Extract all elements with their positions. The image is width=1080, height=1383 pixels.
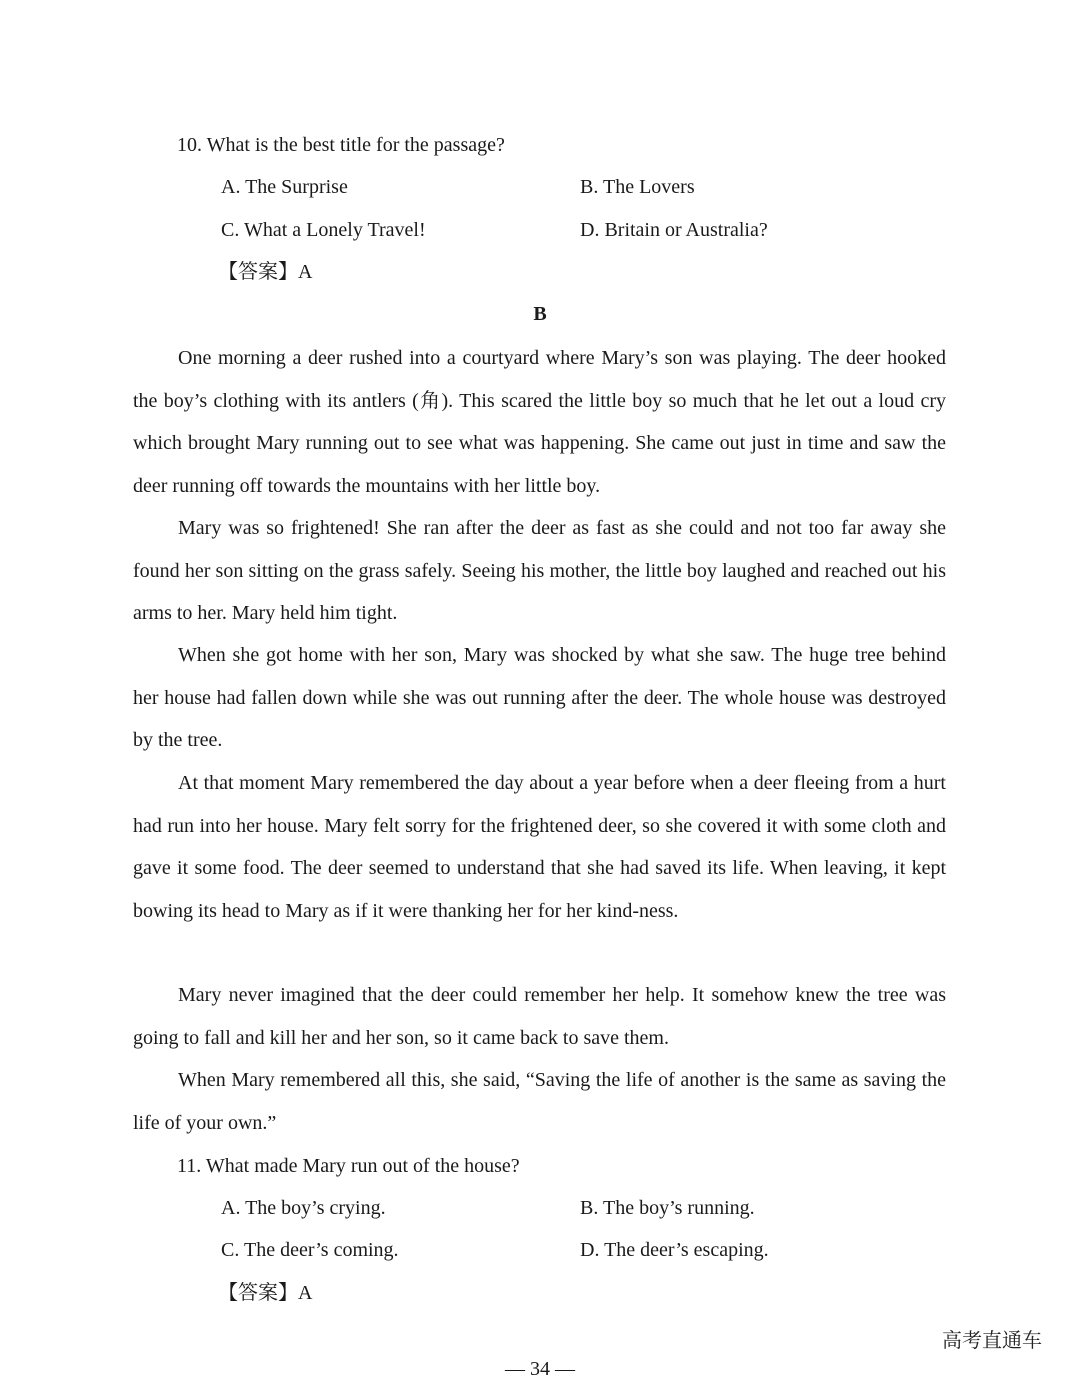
q11-option-d: D. The deer’s escaping. [580,1239,769,1261]
page-number: — 34 — [505,1358,575,1380]
q11-answer: 【答案】A [218,1282,313,1304]
q11-option-c: C. The deer’s coming. [221,1239,399,1261]
q10-option-b: B. The Lovers [580,176,695,198]
section-title: B [533,303,547,325]
q10-option-d: D. Britain or Australia? [580,219,768,241]
q11-option-b: B. The boy’s running. [580,1197,755,1219]
passage-paragraph-3: When she got home with her son, Mary was shocked by what she saw. The huge tree behind her house had fallen down while she was out running after the deer. The whole house was destroyed by the tree. [133,644,946,752]
question-11: 11. What made Mary run out of the house? [177,1155,520,1177]
passage-paragraph-6: When Mary remembered all this, she said, “Saving the life of another is the same as saving the life of your own.” [133,1069,946,1134]
q11-option-a: A. The boy’s crying. [221,1197,386,1219]
passage-paragraph-4: At that moment Mary remembered the day about a year before when a deer fleeing from a hurt had run into her house. Mary felt sorry for the frightened deer, so she covered it with some cloth and gave it some food. The deer seemed to understand that she had saved its life. When leaving, it kept bowing its head to Mary as if it were thanking her for her kind-ness. [133,772,946,922]
passage-paragraph-1: One morning a deer rushed into a courtyard where Mary’s son was playing. The deer hooked the boy’s clothing with its antlers (角). This scared the little boy so much that he let out a loud cry which brought Mary running out to see what was happening. She came out just in time and saw the deer running off towards the mountains with her little boy. [133,347,946,497]
passage-paragraph-5: Mary never imagined that the deer could remember her help. It somehow knew the tree was going to fall and kill her and her son, so it came back to save them. [133,984,946,1049]
q10-option-c: C. What a Lonely Travel! [221,219,426,241]
watermark-text: 高考直通车 [942,1328,1042,1352]
passage-paragraph-2: Mary was so frightened! She ran after the deer as fast as she could and not too far away she found her son sitting on the grass safely. Seeing his mother, the little boy laughed and reached out his arms to her. Mary held him tight. [133,517,946,625]
q10-answer: 【答案】A [218,261,313,283]
q10-option-a: A. The Surprise [221,176,348,198]
question-10: 10. What is the best title for the passage? [177,134,505,156]
